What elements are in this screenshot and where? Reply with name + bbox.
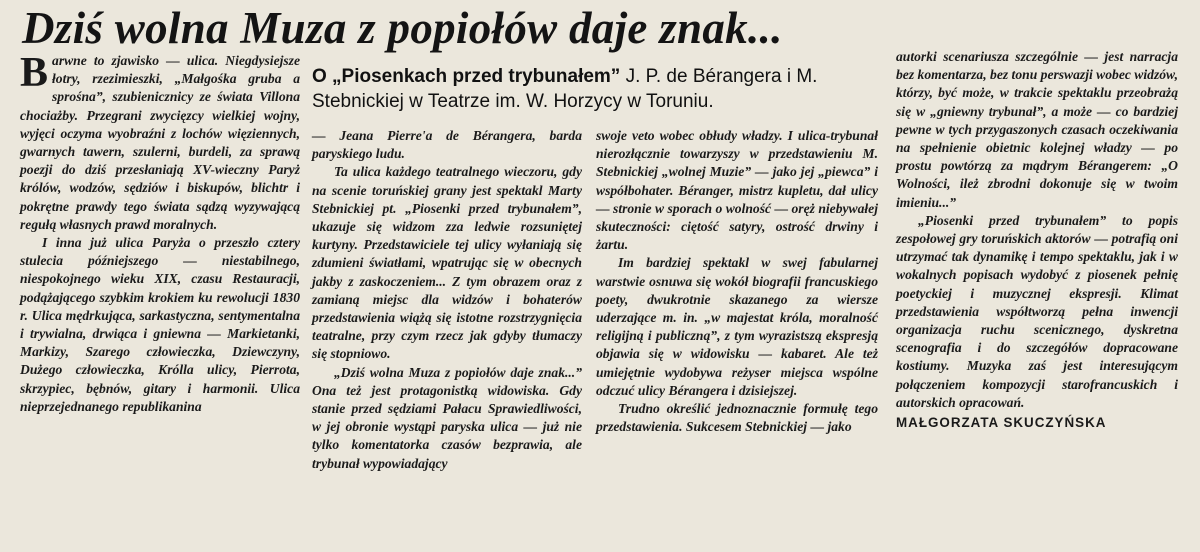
- column-4: [896, 48, 1178, 432]
- paragraph: „Dziś wolna Muza z popiołów daje znak...” Ona też jest protagonistką widowiska. Gdy stanie przed sędziami Pałacu Sprawiedliwości, w jej obronie wystąpi paryska ulica — już nie tylko komentatorka czasów bezprawia, ale trybunał wypowiadający: [312, 364, 582, 471]
- headline: Dziś wolna Muza z popiołów daje znak...: [22, 3, 783, 53]
- subheading-text: J. P. de Bérangera i M. Stebnickiej w Teatrze im. W. Horzycy w Toruniu.: [312, 66, 818, 112]
- column-2: [312, 127, 582, 473]
- drop-cap: B: [20, 50, 49, 96]
- paragraph: Im bardziej spektakl w swej fabularnej warstwie osnuwa się wokół biografii francuskiego poety, dwukrotnie skazanego za wiersze uderzające m. in. „w majestat króla, moralność religijną i publiczną”, z tym wyrazistszą ekspresją objawia się w widowisku — kabaret. Ale też umiejętnie wydobywa reżyser miejsca wspólne odczuć ulicy Bérangera i dzisiejszej.: [596, 255, 878, 398]
- paragraph: Trudno określić jednoznacznie formułę tego przedstawienia. Sukcesem Stebnickiej — jako: [596, 401, 878, 435]
- paragraph: Ta ulica każdego teatralnego wieczoru, gdy na scenie toruńskiej grany jest spektakl Marty Stebnickiej pt. „Piosenki przed trybunałem”, ukazuje się widzom zza ledwie rozsuniętej kurtyny. Przedstawiciele tej ulicy wyłaniają się zdumieni światłami, wpatrując się w obecnych jakby z zaskoczeniem... Z tym obrazem oraz z zamianą miejsc dla widzów i bohaterów przedstawienia wiążą się istotne rozstrzygnięcia teatralne, przy czym rzecz jak gdyby tłumaczy się stopniowo.: [312, 164, 582, 362]
- paragraph-text: arwne to zjawisko — ulica. Niegdysiejsze łotry, rzezimieszki, „Małgośka gruba a sprośna”, szubienicznicy ze świata Villona chociażby. Przegrani zwycięzcy wielkiej wojny, wyjęci oczyma wyobraźni z lochów więziennych, gwarnych tawern, szulerni, burdeli, za sprawą poezji do dziś przesłaniają XV-wieczny Paryż królów, wodzów, sędziów i biskupów, blichtr i pokrętne prawdy tego świata sądzą wyzywającą regułą własnych prawd moralnych.: [20, 53, 300, 232]
- paragraph: autorki scenariusza szczególnie — jest narracja bez komentarza, bez tonu perswazji wobec widzów, którzy, być może, w trakcie spektaklu przeobrażą się w „gniewny trybunał”, a może — co bardziej pewne w tych przygaszonych czasach oczekiwania na spełnienie obietnic kolejnej władzy — po prostu powtórzą za mądrym Bérangerem: „O Wolności, ileż zbrodni dokonuje się w twoim imieniu...”: [896, 49, 1178, 210]
- article-subheading: [312, 64, 890, 114]
- paragraph: I inna już ulica Paryża o przeszło cztery stulecia późniejszego — niestabilnego, niespokojnego wieku XIX, czasu Restauracji, podążającego szybkim krokiem ku rewolucji 1830 r. Ulica mędrkująca, sarkastyczna, sentymentalna i trywialna, drwiąca i gniewna — Markietanki, Markizy, Szarego człowieczka, Dziewczyny, Dużego człowieczka, Królla ulicy, Pierrota, skrzypiec, bębnów, gitary i harmonii. Ulica nieprzejednanego republikanina: [20, 235, 300, 414]
- author-byline: MAŁGORZATA SKUCZYŃSKA: [896, 415, 1107, 431]
- column-3: [596, 127, 878, 436]
- subheading-title: O „Piosenkach przed trybunałem”: [312, 66, 621, 87]
- paragraph: — Jeana Pierre'a de Bérangera, barda paryskiego ludu.: [312, 128, 582, 162]
- paragraph: „Piosenki przed trybunałem” to popis zespołowej gry toruńskich aktorów — potrafią oni utrzymać tak dynamikę i tempo spektaklu, jak i w wokalnych popisach wydobyć z piosenek pełnię poetyckiej i muzycznej ekspresji. Klimat przedstawienia współtworzą pełna inwencji organizacja ruchu scenicznego, dyskretna scenografia i do szczegółów dopracowane kostiumy. Muzyka zaś jest interesującym połączeniem kompozycji starofrancuskich i autorskich opracowań.: [896, 212, 1178, 410]
- paragraph: [20, 52, 300, 234]
- column-1: [20, 52, 300, 416]
- paragraph: swoje veto wobec obłudy władzy. I ulica-trybunał nierozłącznie towarzyszy w przedstawieniu M. Stebnickiej „wolnej Muzie” — jako jej „piewca” i współbohater. Béranger, mistrz kupletu, dał ulicy — stronie w sporach o wolność — oręż niebywałej skuteczności: ciętość satyry, ostrość drwiny i żartu.: [596, 128, 878, 253]
